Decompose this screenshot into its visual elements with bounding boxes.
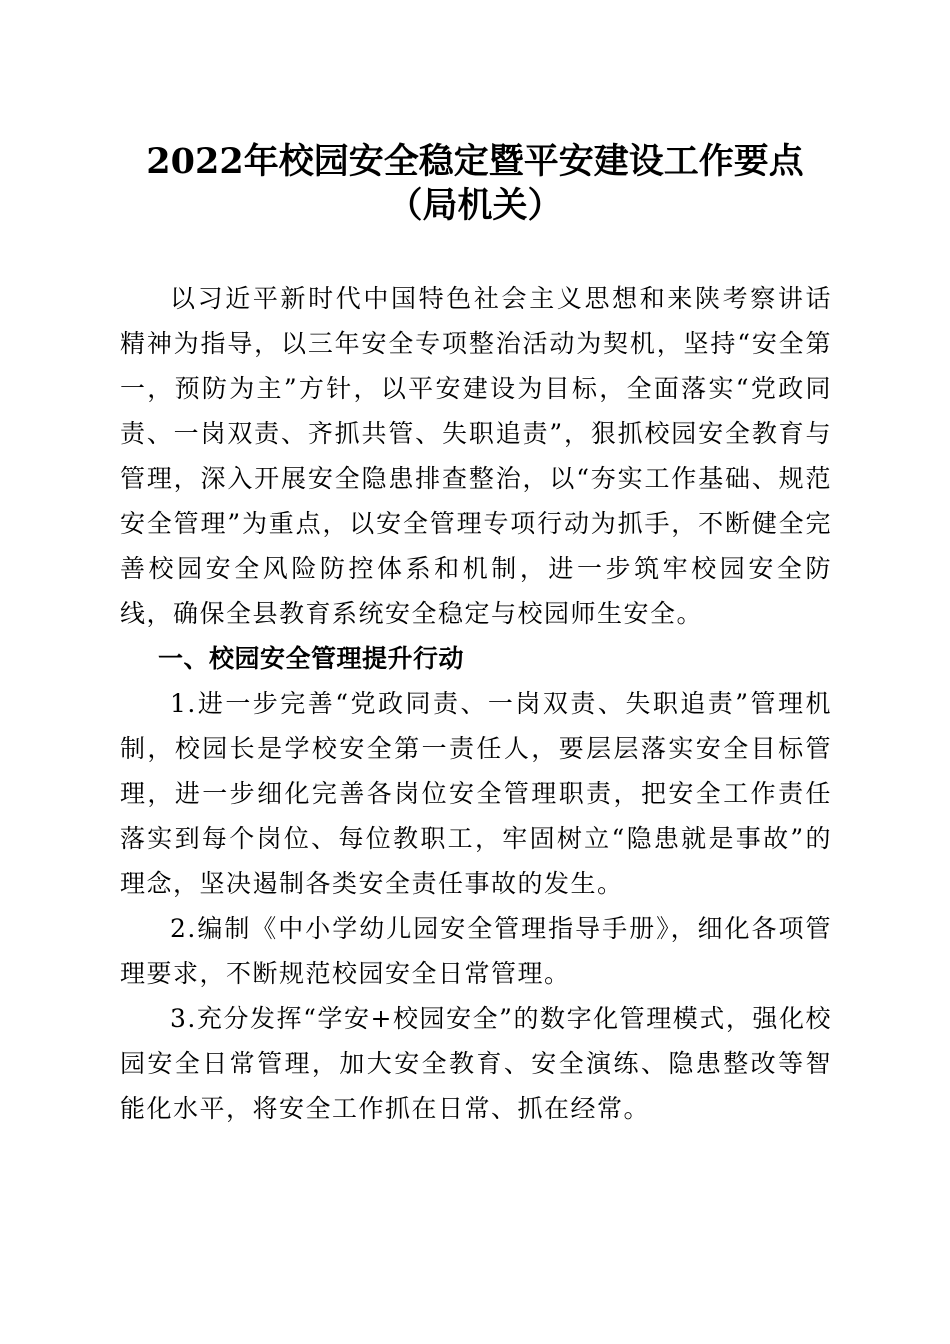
document-body [120,276,832,1131]
list-item: 2.编制《中小学幼儿园安全管理指导手册》，细化各项管理要求，不断规范校园安全日常管理。 [120,914,832,988]
section-heading: 一、校园安全管理提升行动 [158,644,465,673]
list-item: 3.充分发挥“学安+校园安全”的数字化管理模式，强化校园安全日常管理，加大安全教育、安全演练、隐患整改等智能化水平，将安全工作抓在日常、抓在经常。 [120,1004,832,1123]
document-title: 2022年校园安全稳定暨平安建设工作要点 [146,141,804,182]
document-subtitle: （局机关） [387,185,563,226]
intro-paragraph: 以习近平新时代中国特色社会主义思想和来陕考察讲话精神为指导，以三年安全专项整治活动为契机，坚持“安全第一，预防为主”方针，以平安建设为目标，全面落实“党政同责、一岗双责、齐抓共管、失职追责”，狠抓校园安全教育与管理，深入开展安全隐患排查整治，以“夯实工作基础、规范安全管理”为重点，以安全管理专项行动为抓手，不断健全完善校园安全风险防控体系和机制，进一步筑牢校园安全防线，确保全县教育系统安全稳定与校园师生安全。 [120,284,832,628]
list-item: 1.进一步完善“党政同责、一岗双责、失职追责”管理机制，校园长是学校安全第一责任人，要层层落实安全目标管理，进一步细化完善各岗位安全管理职责，把安全工作责任落实到每个岗位、每位教职工，牢固树立“隐患就是事故”的理念，坚决遏制各类安全责任事故的发生。 [120,689,832,898]
